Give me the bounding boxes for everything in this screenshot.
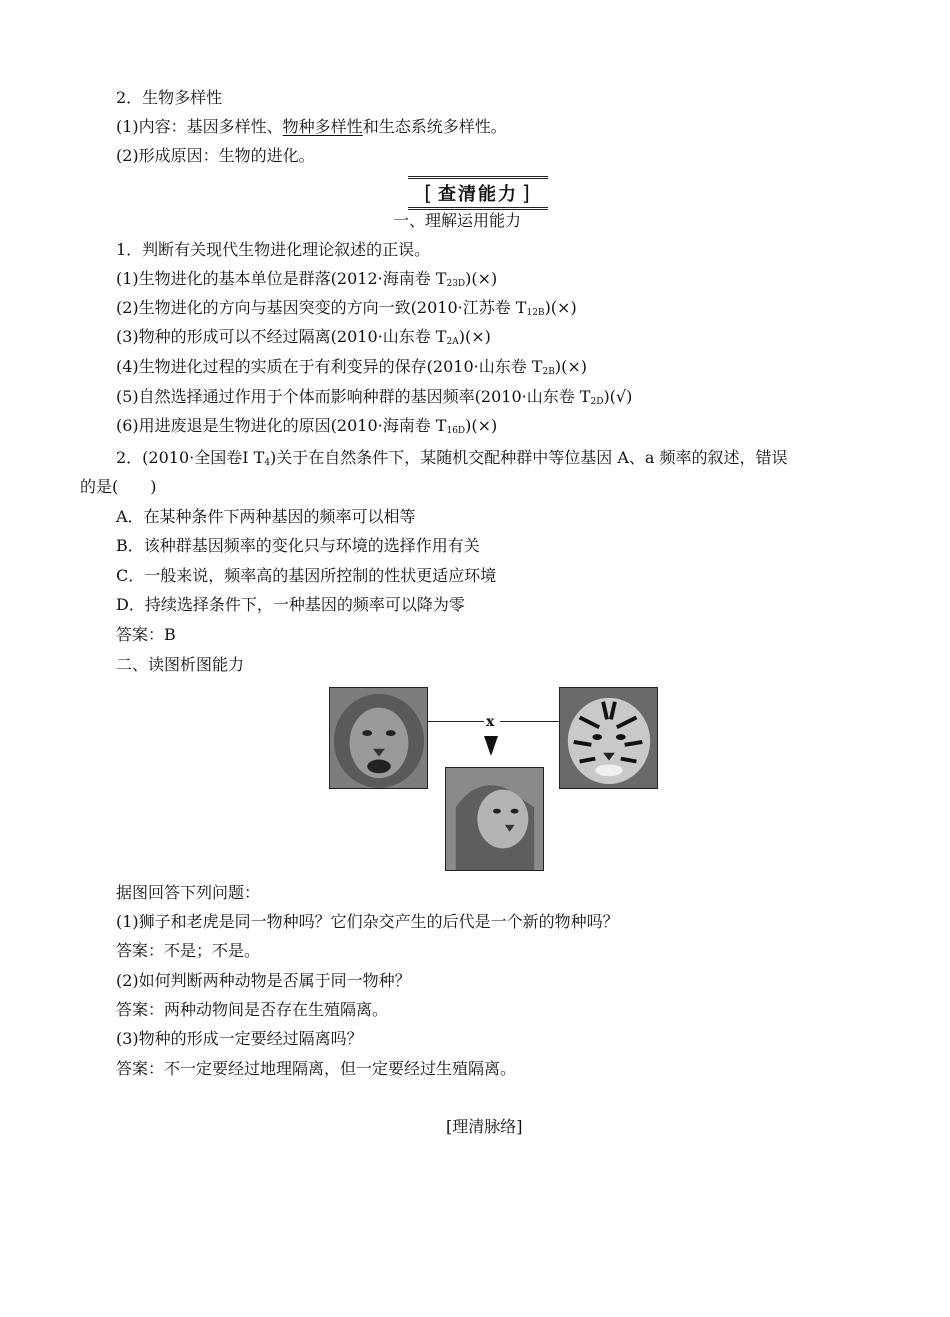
item-sub: 2D bbox=[590, 397, 604, 407]
qa-question: (2)如何判断两种动物是否属于同一物种？ bbox=[116, 971, 411, 990]
lion-face-icon bbox=[330, 688, 427, 788]
judge-item bbox=[116, 298, 577, 323]
item-sub: 23D bbox=[446, 279, 466, 289]
qa-question: (1)狮子和老虎是同一物种吗？它们杂交产生的后代是一个新的物种吗？ bbox=[116, 912, 619, 931]
cause-paragraph: (2)形成原因：生物的进化。 bbox=[116, 146, 315, 165]
judge-item bbox=[116, 327, 491, 352]
qa-answer: 答案：两种动物间是否存在生殖隔离。 bbox=[116, 1000, 389, 1019]
item-text: (5)自然选择通过作用于个体而影响种群的基因频率(2010·山东卷 T bbox=[116, 387, 591, 406]
tiger-face-icon bbox=[560, 688, 657, 788]
lion-image bbox=[329, 687, 428, 789]
footer-heading: [理清脉络] bbox=[446, 1117, 523, 1136]
judge-item bbox=[116, 269, 497, 294]
liger-image bbox=[445, 767, 544, 871]
cross-line-right bbox=[500, 721, 559, 722]
item-sub: 16D bbox=[446, 426, 466, 436]
banner-bracket-left: [ bbox=[424, 181, 434, 205]
question-2-line1 bbox=[116, 448, 788, 473]
question-1: 1．判断有关现代生物进化理论叙述的正误。 bbox=[116, 240, 431, 259]
judge-item bbox=[116, 357, 587, 382]
qa-question: (3)物种的形成一定要经过隔离吗？ bbox=[116, 1029, 363, 1048]
option-a: A．在某种条件下两种基因的频率可以相等 bbox=[116, 507, 416, 526]
qa-answer: 答案：不一定要经过地理隔离，但一定要经过生殖隔离。 bbox=[116, 1059, 517, 1078]
banner-bracket-right: ] bbox=[522, 181, 532, 205]
section-heading: 2．生物多样性 bbox=[116, 88, 223, 107]
item-mark: )(×) bbox=[554, 357, 587, 376]
judge-item bbox=[116, 416, 497, 441]
item-text: (3)物种的形成可以不经过隔离(2010·山东卷 T bbox=[116, 327, 447, 346]
item-mark: )(×) bbox=[544, 298, 577, 317]
item-sub: 12B bbox=[526, 308, 545, 318]
content-post: 和生态系统多样性。 bbox=[362, 117, 507, 136]
item-text: (6)用进废退是生物进化的原因(2010·海南卷 T bbox=[116, 416, 447, 435]
tiger-image bbox=[559, 687, 658, 789]
content-pre: (1)内容：基因多样性、 bbox=[116, 117, 283, 136]
q2-sub: 4 bbox=[264, 458, 271, 468]
option-b: B．该种群基因频率的变化只与环境的选择作用有关 bbox=[116, 536, 480, 555]
banner-text: 查清能力 bbox=[438, 184, 518, 205]
ability1-title: 一、理解运用能力 bbox=[393, 211, 522, 230]
intro-line: 据图回答下列问题： bbox=[116, 883, 261, 902]
option-c: C．一般来说，频率高的基因所控制的性状更适应环境 bbox=[116, 566, 497, 585]
content-paragraph bbox=[116, 117, 507, 137]
item-mark: )(×) bbox=[465, 416, 498, 435]
judge-item bbox=[116, 387, 632, 412]
ability2-title: 二、读图析图能力 bbox=[116, 655, 245, 674]
item-mark: )(×) bbox=[458, 327, 491, 346]
option-d: D．持续选择条件下，一种基因的频率可以降为零 bbox=[116, 595, 465, 614]
cross-label: x bbox=[486, 714, 495, 730]
item-mark: )(×) bbox=[465, 269, 498, 288]
item-text: (4)生物进化过程的实质在于有利变异的保存(2010·山东卷 T bbox=[116, 357, 543, 376]
answer: 答案：B bbox=[116, 625, 176, 644]
item-text: (2)生物进化的方向与基因突变的方向一致(2010·江苏卷 T bbox=[116, 298, 527, 317]
content-underlined: 物种多样性 bbox=[282, 117, 363, 136]
q2-text: 2．(2010·全国卷Ⅰ T bbox=[116, 448, 265, 467]
question-2-line2: 的是( ) bbox=[80, 477, 157, 496]
item-sub: 2A bbox=[446, 337, 459, 347]
item-text: (1)生物进化的基本单位是群落(2012·海南卷 T bbox=[116, 269, 447, 288]
down-arrow-icon bbox=[484, 736, 498, 756]
liger-face-icon bbox=[446, 768, 543, 870]
cross-line-left bbox=[428, 721, 484, 722]
ability-banner bbox=[408, 176, 548, 210]
q2-text-rest: )关于在自然条件下，某随机交配种群中等位基因 A、a 频率的叙述，错误 bbox=[270, 448, 788, 467]
item-sub: 2B bbox=[542, 367, 555, 377]
item-mark: )(√) bbox=[603, 387, 633, 406]
qa-answer: 答案：不是；不是。 bbox=[116, 941, 261, 960]
